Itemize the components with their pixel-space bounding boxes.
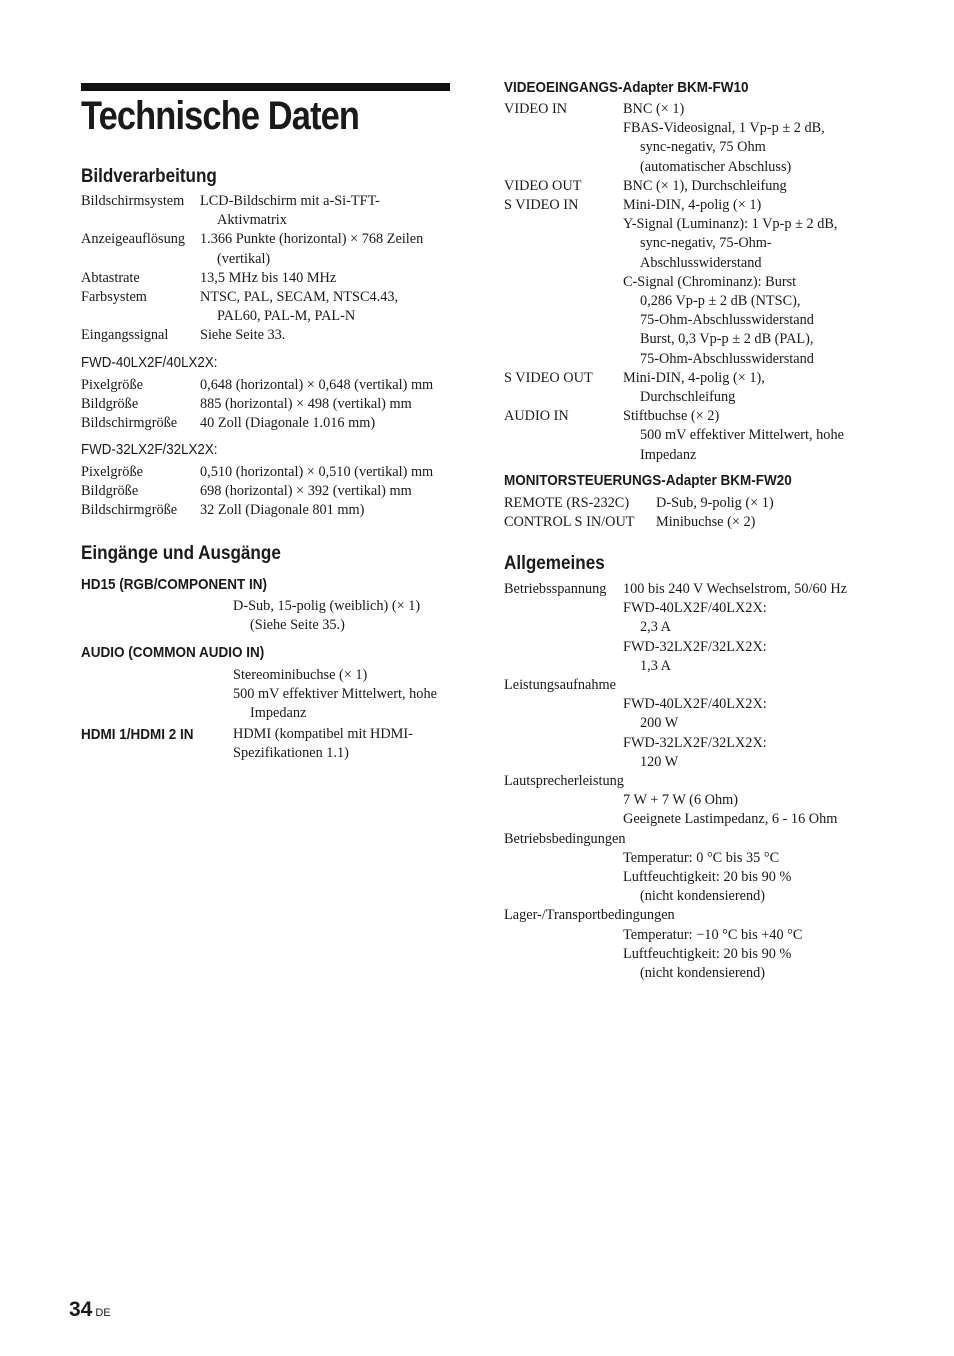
spec-row	[504, 580, 874, 676]
spec-value: BNC (× 1), Durchschleifung	[623, 177, 787, 194]
spec-value: FWD-40LX2F/40LX2X:	[623, 600, 767, 617]
subheading-hdmi: HDMI 1/HDMI 2 IN	[81, 726, 194, 743]
spec-label: Betriebsspannung	[504, 581, 607, 597]
spec-row	[81, 414, 453, 433]
spec-list-video-adapter	[504, 100, 874, 465]
spec-row	[504, 695, 874, 772]
spec-value: (nicht kondensierend)	[640, 965, 766, 982]
spec-label: AUDIO IN	[504, 408, 569, 425]
spec-value: 200 W	[640, 715, 679, 732]
section-heading-io: Eingänge und Ausgänge	[81, 543, 281, 564]
spec-label: Anzeigeauflösung	[81, 231, 186, 248]
spec-list-bildverarbeitung	[81, 192, 453, 346]
spec-value: 500 mV effektiver Mittelwert, hohe	[233, 686, 437, 703]
spec-label: Lautsprecherleistung	[504, 773, 624, 790]
spec-list-model-40	[81, 376, 453, 434]
spec-value: (nicht kondensierend)	[640, 888, 766, 905]
spec-value: PAL60, PAL-M, PAL-N	[217, 308, 356, 325]
spec-value: 2,3 A	[640, 619, 671, 636]
spec-audio	[81, 666, 453, 724]
spec-list-allgemeines	[504, 580, 874, 983]
model-heading-32: FWD-32LX2F/32LX2X:	[81, 442, 218, 458]
spec-value: 698 (horizontal) × 392 (vertikal) mm	[200, 483, 412, 500]
spec-value: FWD-32LX2F/32LX2X:	[623, 638, 767, 655]
spec-row	[504, 926, 874, 984]
spec-value: 32 Zoll (Diagonale 801 mm)	[200, 502, 365, 519]
spec-value: D-Sub, 9-polig (× 1)	[656, 495, 774, 511]
spec-row	[504, 100, 874, 177]
spec-value: 100 bis 240 V Wechselstrom, 50/60 Hz	[623, 581, 848, 597]
spec-value: Impedanz	[640, 446, 697, 463]
spec-label: Lager-/Transportbedingungen	[504, 907, 675, 924]
spec-row	[504, 513, 874, 532]
spec-row	[504, 177, 874, 196]
spec-row	[81, 326, 453, 345]
spec-value: Burst, 0,3 Vp-p ± 2 dB (PAL),	[640, 331, 814, 348]
spec-value: 0,510 (horizontal) × 0,510 (vertikal) mm	[200, 464, 434, 480]
spec-value: Luftfeuchtigkeit: 20 bis 90 %	[623, 945, 792, 962]
spec-value: (Siehe Seite 35.)	[250, 617, 345, 634]
spec-value: 75-Ohm-Abschlusswiderstand	[640, 350, 814, 367]
spec-row	[81, 463, 453, 482]
spec-label: VIDEO OUT	[504, 177, 582, 194]
spec-value: D-Sub, 15-polig (weiblich) (× 1)	[233, 598, 421, 614]
spec-row	[81, 288, 453, 326]
spec-value: Impedanz	[250, 705, 307, 722]
subheading-audio: AUDIO (COMMON AUDIO IN)	[81, 644, 265, 661]
spec-value: Minibuchse (× 2)	[656, 514, 756, 531]
spec-value: C-Signal (Chrominanz): Burst	[623, 273, 797, 290]
spec-value: 7 W + 7 W (6 Ohm)	[623, 792, 739, 809]
spec-label: Pixelgröße	[81, 464, 143, 480]
spec-row	[504, 196, 874, 369]
spec-hd15	[81, 597, 453, 635]
spec-row	[504, 849, 874, 907]
spec-label: Abtastrate	[81, 269, 140, 286]
page-language: DE	[95, 1307, 111, 1319]
spec-label: Farbsystem	[81, 289, 147, 306]
section-heading-allgemeines: Allgemeines	[504, 553, 605, 574]
spec-value: sync-negativ, 75-Ohm-	[640, 235, 772, 252]
spec-value: Temperatur: −10 °C bis +40 °C	[623, 926, 803, 943]
spec-value: Stereominibuchse (× 1)	[233, 667, 368, 683]
spec-value: Mini-DIN, 4-polig (× 1),	[623, 369, 765, 386]
spec-value: Spezifikationen 1.1)	[233, 745, 349, 762]
spec-value: 1,3 A	[640, 657, 671, 674]
spec-value: sync-negativ, 75 Ohm	[640, 139, 766, 156]
spec-value: NTSC, PAL, SECAM, NTSC4.43,	[200, 289, 399, 306]
subheading-hd15: HD15 (RGB/COMPONENT IN)	[81, 576, 268, 593]
model-heading-40: FWD-40LX2F/40LX2X:	[81, 355, 218, 371]
spec-value: BNC (× 1)	[623, 101, 685, 117]
spec-label: S VIDEO IN	[504, 197, 579, 214]
spec-value: 40 Zoll (Diagonale 1.016 mm)	[200, 415, 376, 432]
spec-list-model-32	[81, 463, 453, 521]
page-number: 34	[69, 1298, 93, 1321]
spec-value: 13,5 MHz bis 140 MHz	[200, 269, 337, 286]
spec-row	[504, 791, 874, 829]
spec-value: HDMI (kompatibel mit HDMI-	[233, 726, 413, 742]
spec-value: Geeignete Lastimpedanz, 6 - 16 Ohm	[623, 811, 838, 828]
spec-value: 0,648 (horizontal) × 0,648 (vertikal) mm	[200, 377, 434, 393]
spec-label: Eingangssignal	[81, 327, 169, 344]
spec-label: Bildschirmsystem	[81, 193, 185, 209]
spec-value: FBAS-Videosignal, 1 Vp-p ± 2 dB,	[623, 120, 825, 137]
spec-value: 1.366 Punkte (horizontal) × 768 Zeilen	[200, 231, 424, 248]
spec-row	[81, 192, 453, 230]
spec-list-monitor-adapter	[504, 494, 874, 532]
title-rule	[81, 83, 450, 91]
spec-label: Pixelgröße	[81, 377, 143, 393]
spec-value: (vertikal)	[217, 250, 271, 267]
spec-value: FWD-40LX2F/40LX2X:	[623, 696, 767, 713]
spec-value: Temperatur: 0 °C bis 35 °C	[623, 849, 780, 866]
spec-label: Bildschirmgröße	[81, 415, 178, 432]
spec-row	[81, 376, 453, 395]
spec-value: 0,286 Vp-p ± 2 dB (NTSC),	[640, 293, 801, 310]
spec-value: 885 (horizontal) × 498 (vertikal) mm	[200, 396, 412, 413]
spec-label: CONTROL S IN/OUT	[504, 514, 635, 531]
spec-value: 75-Ohm-Abschlusswiderstand	[640, 312, 814, 329]
spec-value: Y-Signal (Luminanz): 1 Vp-p ± 2 dB,	[623, 216, 838, 233]
spec-value: Durchschleifung	[640, 389, 736, 406]
spec-label: Betriebsbedingungen	[504, 830, 626, 847]
spec-value: LCD-Bildschirm mit a-Si-TFT-	[200, 193, 380, 209]
spec-label: REMOTE (RS-232C)	[504, 495, 630, 511]
spec-value: (automatischer Abschluss)	[640, 158, 792, 175]
subheading-monitor-adapter: MONITORSTEUERUNGS-Adapter BKM-FW20	[504, 472, 792, 489]
spec-value: Stiftbuchse (× 2)	[623, 408, 720, 425]
spec-label: Leistungsaufnahme	[504, 677, 616, 694]
spec-value: Mini-DIN, 4-polig (× 1)	[623, 197, 762, 214]
spec-row	[504, 407, 874, 465]
spec-label: Bildgröße	[81, 483, 139, 500]
spec-label: Bildschirmgröße	[81, 502, 178, 519]
spec-value: Luftfeuchtigkeit: 20 bis 90 %	[623, 869, 792, 886]
spec-value: Aktivmatrix	[217, 212, 287, 229]
spec-row	[81, 395, 453, 414]
spec-value: 120 W	[640, 753, 679, 770]
spec-value: Siehe Seite 33.	[200, 327, 286, 344]
section-heading-bildverarbeitung: Bildverarbeitung	[81, 166, 217, 187]
spec-hdmi	[81, 725, 453, 763]
spec-row	[81, 230, 453, 268]
spec-label: S VIDEO OUT	[504, 369, 593, 386]
spec-value: FWD-32LX2F/32LX2X:	[623, 734, 767, 751]
spec-label: Bildgröße	[81, 396, 139, 413]
spec-row	[81, 501, 453, 520]
spec-value: Abschlusswiderstand	[640, 254, 762, 271]
subheading-video-adapter: VIDEOEINGANGS-Adapter BKM-FW10	[504, 79, 749, 96]
page-title: Technische Daten	[81, 94, 360, 138]
spec-row	[81, 269, 453, 288]
spec-row	[81, 482, 453, 501]
spec-row	[504, 369, 874, 407]
page-footer	[69, 1298, 111, 1322]
spec-label: VIDEO IN	[504, 101, 568, 117]
spec-value: 500 mV effektiver Mittelwert, hohe	[640, 427, 844, 444]
spec-row	[504, 494, 874, 513]
